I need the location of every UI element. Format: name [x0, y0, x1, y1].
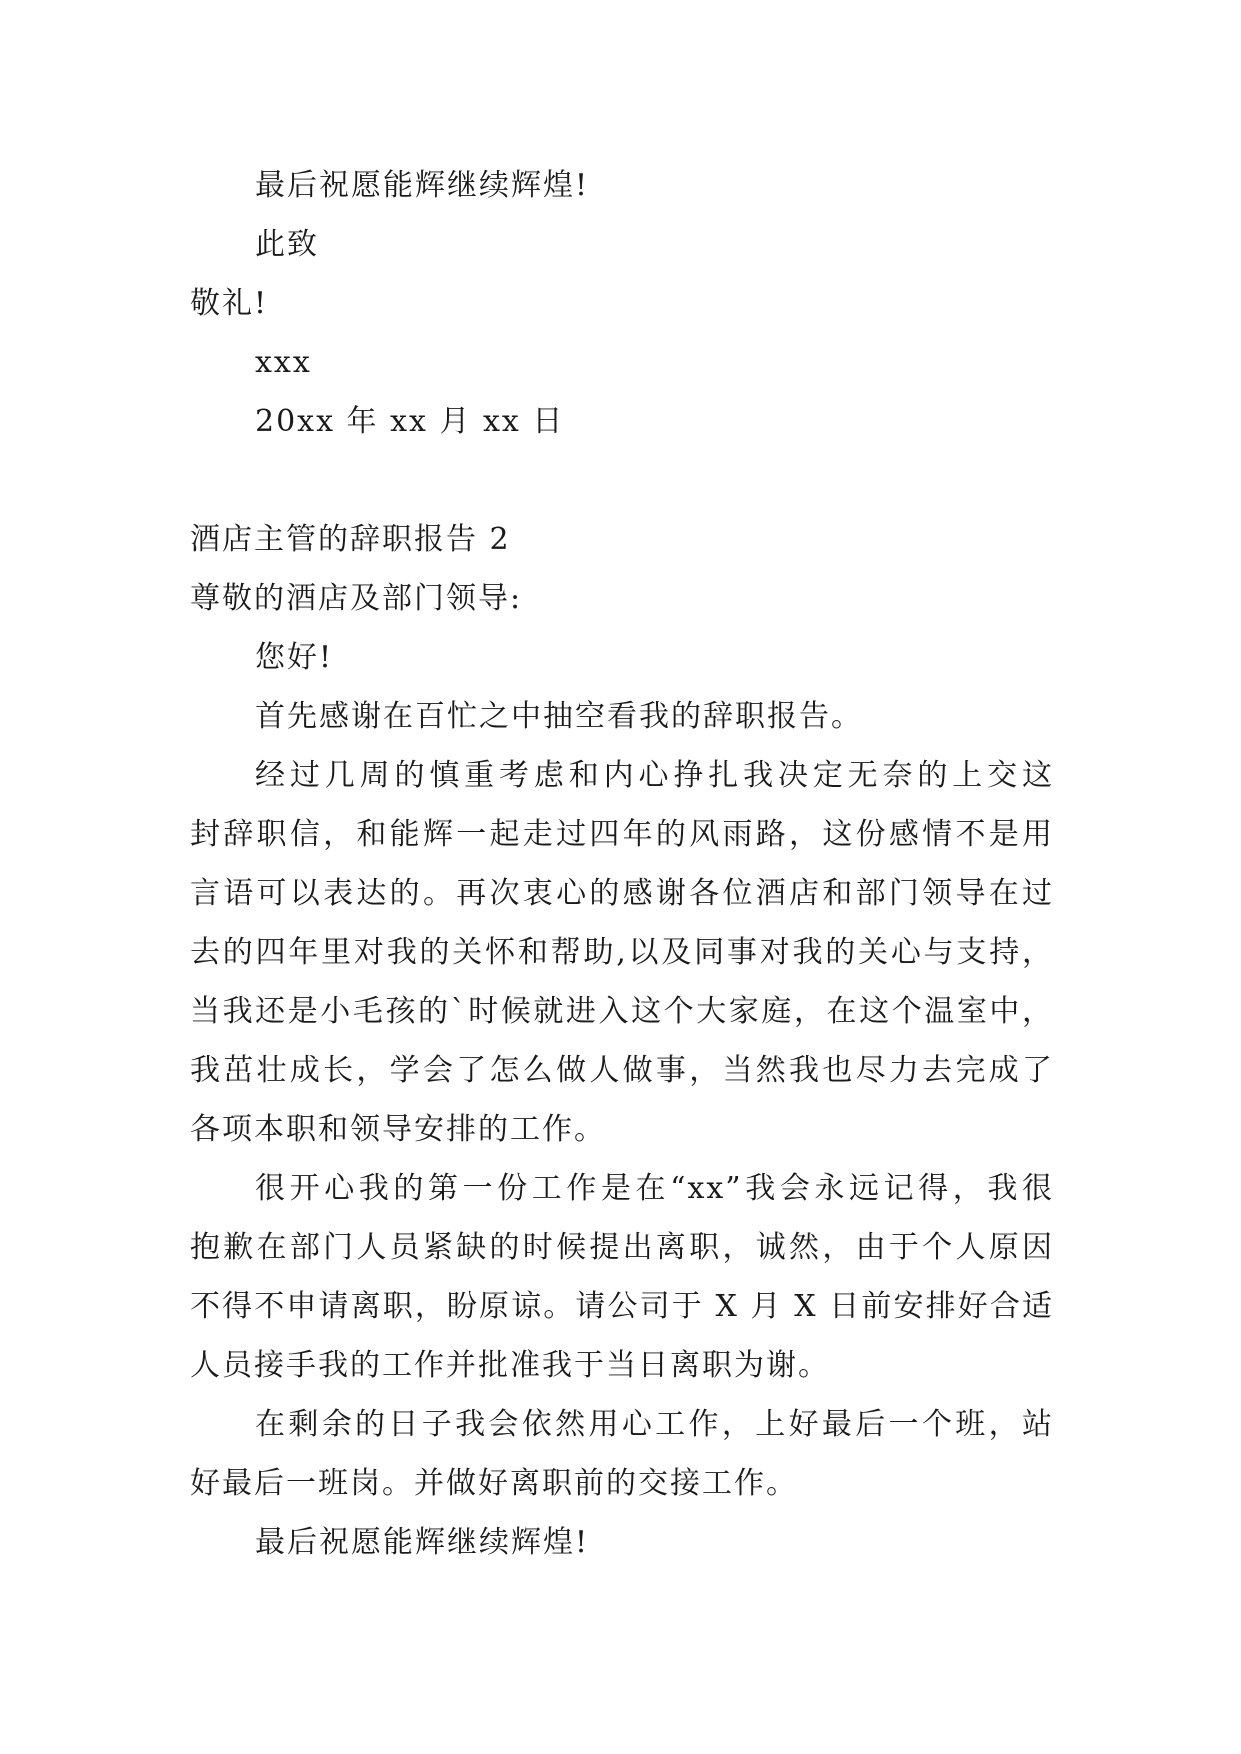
- paragraph-2-line: 我茁壮成长，学会了怎么做人做事，当然我也尽力去完成了: [190, 1053, 1054, 1088]
- paragraph-2-line: 言语可以表达的。再次衷心的感谢各位酒店和部门领导在过: [190, 876, 1054, 911]
- paragraph-2-line: 各项本职和领导安排的工作。: [190, 1112, 606, 1147]
- paragraph-3-line: 很开心我的第一份工作是在“xx”我会永远记得，我很: [255, 1171, 1054, 1206]
- paragraph-3-line: 抱歉在部门人员紧缺的时候提出离职，诚然，由于个人原因: [190, 1230, 1054, 1265]
- paragraph-2-line: 当我还是小毛孩的`时候就进入这个大家庭，在这个温室中，: [190, 994, 1054, 1029]
- closing-wish-2: 最后祝愿能辉继续辉煌!: [255, 1525, 590, 1560]
- paragraph-2-line: 经过几周的慎重考虑和内心挣扎我决定无奈的上交这: [255, 758, 1054, 793]
- paragraph-2-line: 去的四年里对我的关怀和帮助,以及同事对我的关心与支持，: [190, 935, 1054, 970]
- date: 20xx 年 xx 月 xx 日: [255, 404, 565, 439]
- paragraph-4-line: 好最后一班岗。并做好离职前的交接工作。: [190, 1466, 798, 1501]
- greeting: 您好!: [255, 640, 334, 675]
- closing-regards-2: 敬礼!: [190, 286, 269, 321]
- letter-title: 酒店主管的辞职报告 2: [190, 522, 511, 557]
- closing-regards-1: 此致: [255, 227, 319, 262]
- paragraph-3-line: 人员接手我的工作并批准我于当日离职为谢。: [190, 1348, 830, 1383]
- closing-wish: 最后祝愿能辉继续辉煌!: [255, 168, 590, 203]
- paragraph-2-line: 封辞职信，和能辉一起走过四年的风雨路，这份感情不是用: [190, 817, 1054, 852]
- paragraph-1: 首先感谢在百忙之中抽空看我的辞职报告。: [255, 699, 863, 734]
- paragraph-3-line: 不得不申请离职，盼原谅。请公司于 X 月 X 日前安排好合适: [190, 1289, 1054, 1324]
- signature: xxx: [255, 345, 312, 380]
- paragraph-4-line: 在剩余的日子我会依然用心工作，上好最后一个班，站: [255, 1407, 1054, 1442]
- salutation: 尊敬的酒店及部门领导:: [190, 581, 523, 616]
